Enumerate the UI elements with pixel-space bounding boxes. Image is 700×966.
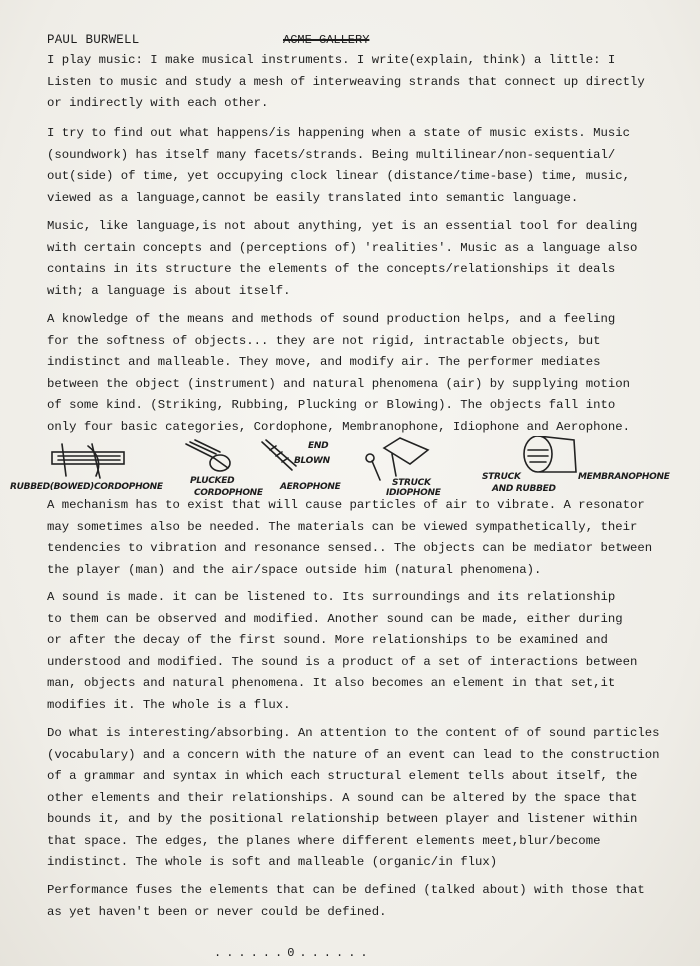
instrument-sketches xyxy=(0,436,700,500)
text-line: A knowledge of the means and methods of sound production helps, and a feeling xyxy=(47,312,616,326)
text-line: (vocabulary) and a concern with the nature of an event can lead to the construction xyxy=(47,747,660,762)
label-bowed-cordophone: RUBBED(BOWED)CORDOPHONE xyxy=(10,482,163,492)
text-line: tendencies to vibration and resonance sensed.. The objects can be mediator between xyxy=(47,541,653,555)
membranophone-drawing xyxy=(524,436,576,472)
paragraph-1 xyxy=(47,50,687,115)
label-plucked: PLUCKED xyxy=(190,476,235,486)
text-line: only four basic categories, Cordophone, Membranophone, Idiophone and Aerophone. xyxy=(47,419,630,434)
text-line: contains in its structure the elements of the concepts/relationships it deals xyxy=(47,262,616,276)
label-struck: STRUCK xyxy=(392,478,431,488)
label-struck-2: STRUCK xyxy=(482,472,521,482)
paragraph-2 xyxy=(47,123,687,209)
text-line: of a grammar and syntax in which each structural element tells about itself, the xyxy=(47,769,638,783)
text-line: man, objects and natural phenomena. It also becomes an element in that set,it xyxy=(47,676,616,690)
text-line: to them can be observed and modified. Another sound can be made, either during xyxy=(47,611,623,626)
text-line: as yet haven't been or never could be defined. xyxy=(47,904,387,919)
text-line: that space. The edges, the planes where different elements meet,blur/become xyxy=(47,833,601,848)
page-number-footer: ......0...... xyxy=(214,946,373,960)
text-line: with; a language is about itself. xyxy=(47,283,291,298)
struck-idiophone-drawing xyxy=(366,438,428,480)
bowed-cordophone-drawing xyxy=(52,444,124,478)
text-line: the player (man) and the air/space outside him (natural phenomena). xyxy=(47,562,542,577)
text-line: with certain concepts and (perceptions of) 'realities'. Music as a language also xyxy=(47,240,638,255)
text-line: indistinct. The whole is soft and malleable (organic/in flux) xyxy=(47,855,498,869)
paragraph-7 xyxy=(47,723,687,874)
label-idiophone: IDIOPHONE xyxy=(386,488,441,498)
text-line: or indirectly with each other. xyxy=(47,96,269,110)
paragraph-8 xyxy=(47,880,687,923)
paragraph-5 xyxy=(47,495,687,581)
text-line: between the object (instrument) and natural phenomena (air) by supplying motion xyxy=(47,376,630,391)
text-line: indistinct and malleable. They move, and modify air. The performer mediates xyxy=(47,355,601,369)
text-line: I play music: I make musical instruments. I write(explain, think) a little: I xyxy=(47,53,616,67)
label-aerophone: AEROPHONE xyxy=(280,482,341,492)
text-line: I try to find out what happens/is happening when a state of music exists. Music xyxy=(47,126,630,140)
struck-gallery-name: ACME GALLERY xyxy=(283,33,370,47)
end-blown-aerophone-drawing xyxy=(262,440,296,470)
text-line: out(side) of time, yet occupying clock linear (distance/time-base) time, music, xyxy=(47,169,630,183)
paragraph-3 xyxy=(47,216,687,302)
text-line: modifies it. The whole is a flux. xyxy=(47,697,291,712)
author-name: PAUL BURWELL xyxy=(47,33,140,47)
label-membranophone: MEMBRANOPHONE xyxy=(578,472,670,482)
text-line: other elements and their relationships. A sound can be altered by the space that xyxy=(47,790,638,805)
label-end: END xyxy=(308,441,329,451)
text-line: understood and modified. The sound is a product of a set of interactions between xyxy=(47,654,638,669)
text-line: bounds it, and by the positional relationship between player and listener within xyxy=(47,812,638,826)
paragraph-4 xyxy=(47,309,687,438)
label-and-rubbed: AND RUBBED xyxy=(492,484,556,494)
text-line: of some kind. (Striking, Rubbing, Plucking or Blowing). The objects fall into xyxy=(47,398,616,412)
label-plucked-cordophone: CORDOPHONE xyxy=(194,488,263,498)
text-line: A sound is made. it can be listened to. Its surroundings and its relationship xyxy=(47,590,616,604)
text-line: may sometimes also be needed. The materials can be viewed sympathetically, their xyxy=(47,519,638,534)
text-line: or after the decay of the first sound. More relationships to be examined and xyxy=(47,633,608,647)
text-line: viewed as a language,cannot be easily translated into semantic language. xyxy=(47,190,579,205)
text-line: Listen to music and study a mesh of interweaving strands that connect up directly xyxy=(47,74,645,89)
text-line: Music, like language,is not about anything, yet is an essential tool for dealing xyxy=(47,219,638,233)
text-line: Performance fuses the elements that can be defined (talked about) with those that xyxy=(47,883,645,897)
text-line: (soundwork) has itself many facets/strands. Being multilinear/non-sequential/ xyxy=(47,147,616,162)
plucked-cordophone-drawing xyxy=(186,440,230,471)
text-line: for the softness of objects... they are not rigid, intractable objects, but xyxy=(47,333,601,348)
text-line: Do what is interesting/absorbing. An attention to the content of of sound particles xyxy=(47,726,660,740)
paragraph-6 xyxy=(47,587,687,716)
label-blown: BLOWN xyxy=(294,456,330,466)
text-line: A mechanism has to exist that will cause particles of air to vibrate. A resonator xyxy=(47,498,645,512)
